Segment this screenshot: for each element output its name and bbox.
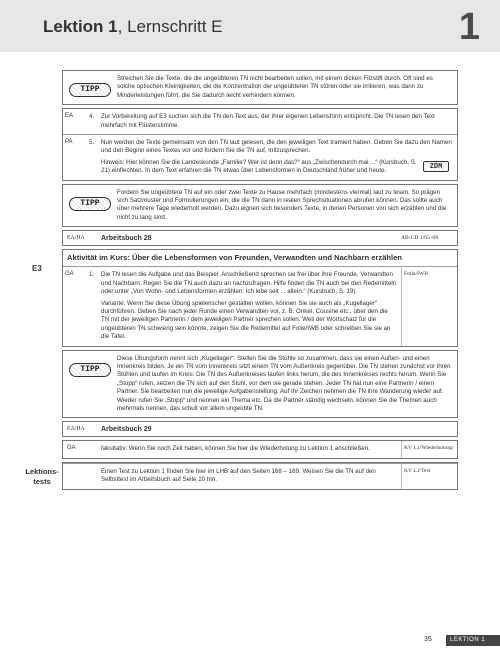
tipp-text-2: Fordern Sie ungeübtere TN auf ein oder zwei Texte zu Hause mehrfach (mindestens viermal) laut zu lesen. So prägen sich Satzmuster und Formulierungen ein, die die TN dann in realen Sprechsituationen abrufen können. Das sollte auch über mehrere Tage wiederholt werden. Dazu eignen sich besonders Texte, in denen Personen von sich erzählen und die nicht zu lang sind. <box>117 188 447 221</box>
step-row-tests <box>63 463 457 489</box>
social-form: PA <box>65 139 73 146</box>
material-ref: KV L1/Wiederholung <box>401 441 457 457</box>
social-form: EA/HA <box>67 235 85 242</box>
step-number: 1. <box>89 271 95 279</box>
page-body <box>25 70 458 493</box>
lektionstests-block <box>25 462 458 490</box>
tipp-box-2 <box>62 184 458 228</box>
tipp-badge-icon: TIPP <box>69 83 111 97</box>
lernschritt-label: Lernschritt E <box>127 17 223 36</box>
tipp-badge-icon: TIPP <box>69 197 111 211</box>
step-row-5 <box>63 134 457 180</box>
tipp-text-1: Streichen Sie die Texte, die die ungeübteren TN nicht bearbeiten sollen, mit einem dicken Filzstift durch. Oft sind es solche optischen Kleinigkeiten, die die Konzentration der ungeübteren TN stören oder sie irritieren, was dann zu Minderleistungen führt, die Sie dadurch leicht verhindern können. <box>117 75 433 99</box>
arbeitsbuch-29-row <box>62 421 458 437</box>
material-ref: Folie/IWB <box>401 267 457 345</box>
step-hint <box>101 159 453 176</box>
section-label: E3 <box>32 264 42 274</box>
material-ref: KV L1/Test <box>401 464 457 489</box>
page-footer <box>0 636 500 648</box>
section-title: Aktivität im Kurs: Über die Lebensformen von Freunden, Verwandten und Nachbarn erzählen <box>67 253 403 263</box>
step-main-text: Nun werden die Texte gemeinsam von den TN laut gelesen, die den jeweiligen Text tramiert haben. Geben Sie dazu den Namen und den Beginn eines Textes vor und fordern Sie die TN auf, mitzusprechen. <box>101 139 452 155</box>
step-text <box>101 135 457 180</box>
social-form: EA/HA <box>67 426 85 433</box>
step-number: 5. <box>89 139 95 147</box>
social-form: EA <box>65 113 74 120</box>
page-number: 35 <box>424 636 432 643</box>
variant-text: Variante: Wenn Sie diese Übung spielerischer gestalten wollen, können Sie sie auch als „Kugellager“ durchführen. Geben Sie nach jeder Runde einen Verwandten vor, z. B. Onkel, Cousine etc., über den die TN mit der jeweiligen Partnerin / dem jeweiligen Partner sprechen sollen. Weil der Wortschatz für die ungeübteren TN schwierig sein könnte, zeigen Sie die Redemittel auf Folie/IWB oder schreiben Sie sie an die Tafel. <box>101 299 391 341</box>
arbeitsbuch-28-row <box>62 230 458 246</box>
arbeitsbuch-title: Arbeitsbuch 29 <box>101 425 152 433</box>
step-row-e3-1 <box>63 266 457 345</box>
lektion-label: Lektion 1 <box>43 17 118 36</box>
title-separator: , <box>117 17 128 36</box>
step-row-4 <box>63 109 457 134</box>
page-title <box>43 17 223 37</box>
hint-text: Hinweis: Hier können Sie die Landeskunde „Familie? Wer ist denn das?“ aus „Zwischendurch mal ...“ (Kursbuch, S. 21) einflechten. In dem Text erfahren die TN etwas über Lebensformen in Deutschland früher und heute. <box>101 158 417 175</box>
chapter-number: 1 <box>458 6 480 48</box>
step-row-fakultativ <box>63 441 457 457</box>
page-header <box>0 0 500 52</box>
step-text <box>101 267 401 345</box>
fakultativ-block <box>62 440 458 458</box>
step-main-text: Die TN lesen die Aufgabe und das Beispiel. Anschließend sprechen sie frei über ihre Freunde, Verwandten und Nachbarn. Regen Sie die TN auch dazu an nachzufragen. Hilfe finden die TN auch bei den Redemitteln oder unter „Von Wohn- und Lebensformen erzählen: Ich lebe seit ... allein.“ (Kursbuch, S. 19). <box>101 271 397 296</box>
step-text: Einen Test zu Lektion 1 finden Sie hier im LHB auf den Seiten 168 – 169. Weisen Sie die TN auf den Selbsttest im Arbeitsbuch auf Seite 20 hin. <box>101 467 376 484</box>
step-text: fakultativ: Wenn Sie noch Zeit haben, können Sie hier die Wiederholung zu Lektion 1 anschließen. <box>101 445 370 453</box>
section-e3 <box>32 249 458 346</box>
step-text: Zur Vorbereitung auf E3 suchen sich die TN den Text aus, der ihrer eigenen Lebensform entspricht. Die TN lesen den Text mehrfach mit Flüsterstimme. <box>101 113 435 129</box>
tipp-box-3 <box>62 350 458 419</box>
footer-lektion-tag: LEKTION 1 <box>446 635 500 646</box>
steps-e2 <box>62 108 458 180</box>
social-form: GA <box>67 445 76 452</box>
tipp-text-3: Diese Übungsform nennt sich „Kugellager“: Stellen Sie die Stühle so zusammen, dass sie einen Außen- und einen Innenkreis bilden. Je ein TN vom Innenkreis sitzt einem TN vom Außenkreis gegenüber. Die TN stehen zunächst vor ihren Stühlen und laufen im Kreis: Die TN des Außenkreises laufen links herum, die des Innenkreises rechts herum. Wenn Sie „Stopp“ rufen, setzen die TN sich auf den Stuhl, vor dem sie gerade stehen. Jeder TN hat nun eine Partnerin / einen Partner. Sie bearbeiten nun die jeweilige Aufgabenstellung. Auf Ihr Zeichen nehmen die TN ihre Wanderung wieder auf. Wieder rufen Sie „Stopp“ und nennen ein Thema etc. Da die Partner ständig wechseln, können Sie die Themen auch mehrmals nennen, das schult vor allem ungeübte TN. <box>117 354 451 412</box>
step-number: 4. <box>89 113 95 121</box>
zdm-badge-icon: ZDM <box>423 161 449 172</box>
social-form: GA <box>65 271 74 278</box>
tipp-box-1 <box>62 70 458 105</box>
lektionstests-label: Lektions-tests <box>25 466 59 486</box>
cd-reference: AB-CD 1/05–08 <box>401 235 439 242</box>
tipp-badge-icon: TIPP <box>69 363 111 377</box>
arbeitsbuch-title: Arbeitsbuch 28 <box>101 234 152 242</box>
